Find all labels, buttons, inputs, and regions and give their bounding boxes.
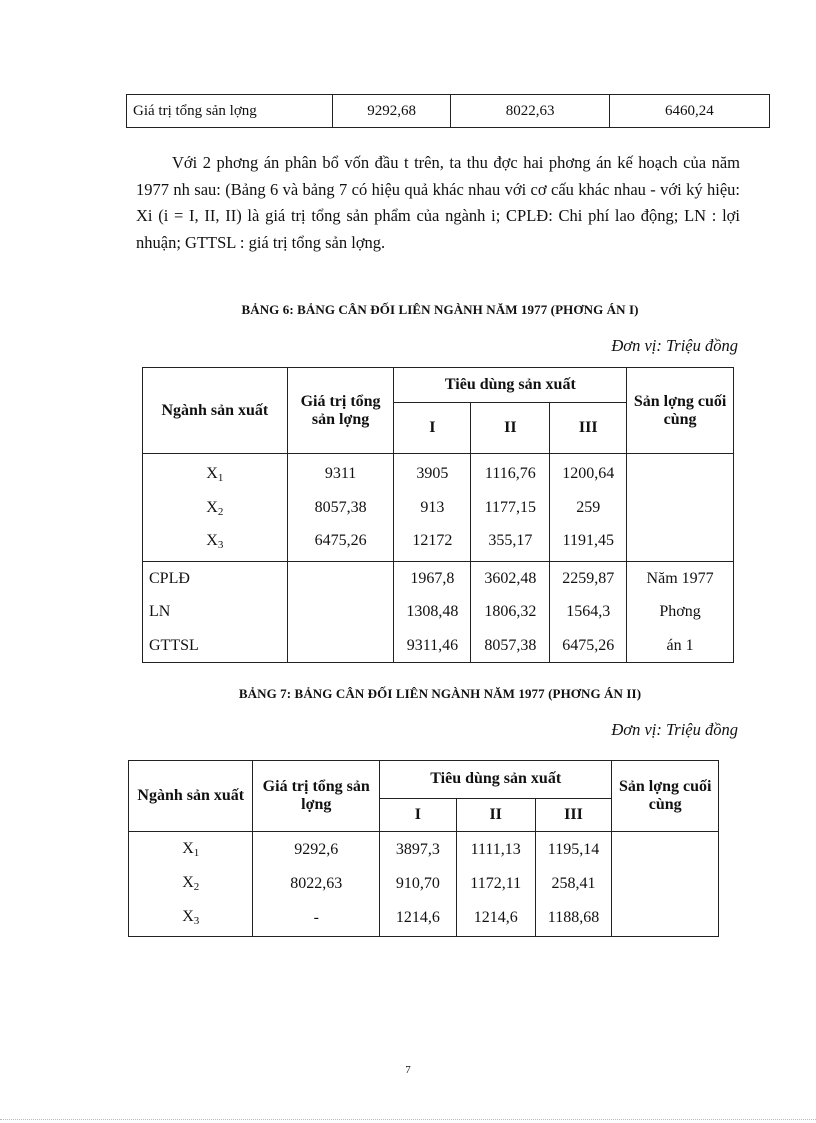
header-col-III: III — [535, 798, 612, 831]
table-row — [127, 95, 770, 128]
paragraph-text: Với 2 phơng án phân bổ vốn đầu t trên, ta thu đợc hai phơng án kế hoạch của năm 1977 nh sau: (Bảng 6 và bảng 7 có hiệu quả khác nhau với cơ cấu khác nhau - với ký hiệu: Xi (i = I, II, II) là giá trị tổng sản phẩm của ngành i; CPLĐ: Chi phí lao động; LN : lợi nhuận; GTTSL : giá trị tổng sản lợng. — [136, 153, 740, 252]
table-row — [143, 561, 734, 663]
header-gross-value: Giá trị tổng sản lợng — [287, 368, 394, 454]
sector-cell: $X_1$ $X_2$ $X_3$ — [143, 454, 288, 562]
table7-unit: Đơn vị: Triệu đồng — [611, 720, 738, 739]
table-header-row — [129, 761, 719, 799]
value-cell: 8022,63 — [451, 95, 609, 128]
header-col-III: III — [550, 403, 627, 454]
top-summary-table — [126, 94, 770, 128]
col-I-cell: 1967,8 1308,48 9311,46 — [394, 561, 471, 663]
bottom-label-cell: CPLĐ LN GTTSL — [143, 561, 288, 663]
sector-cell: $X_1$ $X_2$ $X_3$ — [129, 832, 253, 937]
header-consumption: Tiêu dùng sản xuất — [380, 761, 612, 799]
header-consumption: Tiêu dùng sản xuất — [394, 368, 627, 403]
page-number: 7 — [405, 1064, 411, 1076]
col-I-cell: 3897,3 910,70 1214,6 — [380, 832, 457, 937]
col-III-cell: 1195,14 258,41 1188,68 — [535, 832, 612, 937]
col-III-cell: 2259,87 1564,3 6475,26 — [550, 561, 627, 663]
gross-cell: 9311 8057,38 6475,26 — [287, 454, 394, 562]
header-gross-value: Giá trị tổng sản lợng — [253, 761, 380, 832]
table6-caption: BẢNG 6: BẢNG CÂN ĐỐI LIÊN NGÀNH NĂM 1977 (PHƠNG ÁN I) — [241, 302, 639, 317]
final-cell: Năm 1977 Phơng án 1 — [627, 561, 734, 663]
col-II-cell: 3602,48 1806,32 8057,38 — [471, 561, 550, 663]
table-header-row — [143, 368, 734, 403]
gross-cell — [287, 561, 394, 663]
table-row — [129, 832, 719, 937]
value-cell: 6460,24 — [609, 95, 769, 128]
final-cell — [627, 454, 734, 562]
header-col-I: I — [380, 798, 457, 831]
page-bottom-divider — [0, 1119, 816, 1120]
header-col-I: I — [394, 403, 471, 454]
header-final: Sản lợng cuối cùng — [612, 761, 719, 832]
col-I-cell: 3905 913 12172 — [394, 454, 471, 562]
header-col-II: II — [456, 798, 535, 831]
final-cell — [612, 832, 719, 937]
table6-unit: Đơn vị: Triệu đồng — [611, 336, 738, 355]
table7-caption: BẢNG 7: BẢNG CÂN ĐỐI LIÊN NGÀNH NĂM 1977 (PHƠNG ÁN II) — [238, 686, 642, 701]
header-sector: Ngành sản xuất — [129, 761, 253, 832]
col-III-cell: 1200,64 259 1191,45 — [550, 454, 627, 562]
header-col-II: II — [471, 403, 550, 454]
header-sector: Ngành sản xuất — [143, 368, 288, 454]
row-label: Giá trị tổng sản lợng — [127, 95, 333, 128]
table6 — [142, 367, 734, 663]
table-row — [143, 454, 734, 562]
col-II-cell: 1111,13 1172,11 1214,6 — [456, 832, 535, 937]
table7 — [128, 760, 719, 937]
col-II-cell: 1116,76 1177,15 355,17 — [471, 454, 550, 562]
body-paragraph — [136, 150, 740, 256]
value-cell: 9292,68 — [332, 95, 451, 128]
gross-cell: 9292,6 8022,63 - — [253, 832, 380, 937]
header-final: Sản lợng cuối cùng — [627, 368, 734, 454]
